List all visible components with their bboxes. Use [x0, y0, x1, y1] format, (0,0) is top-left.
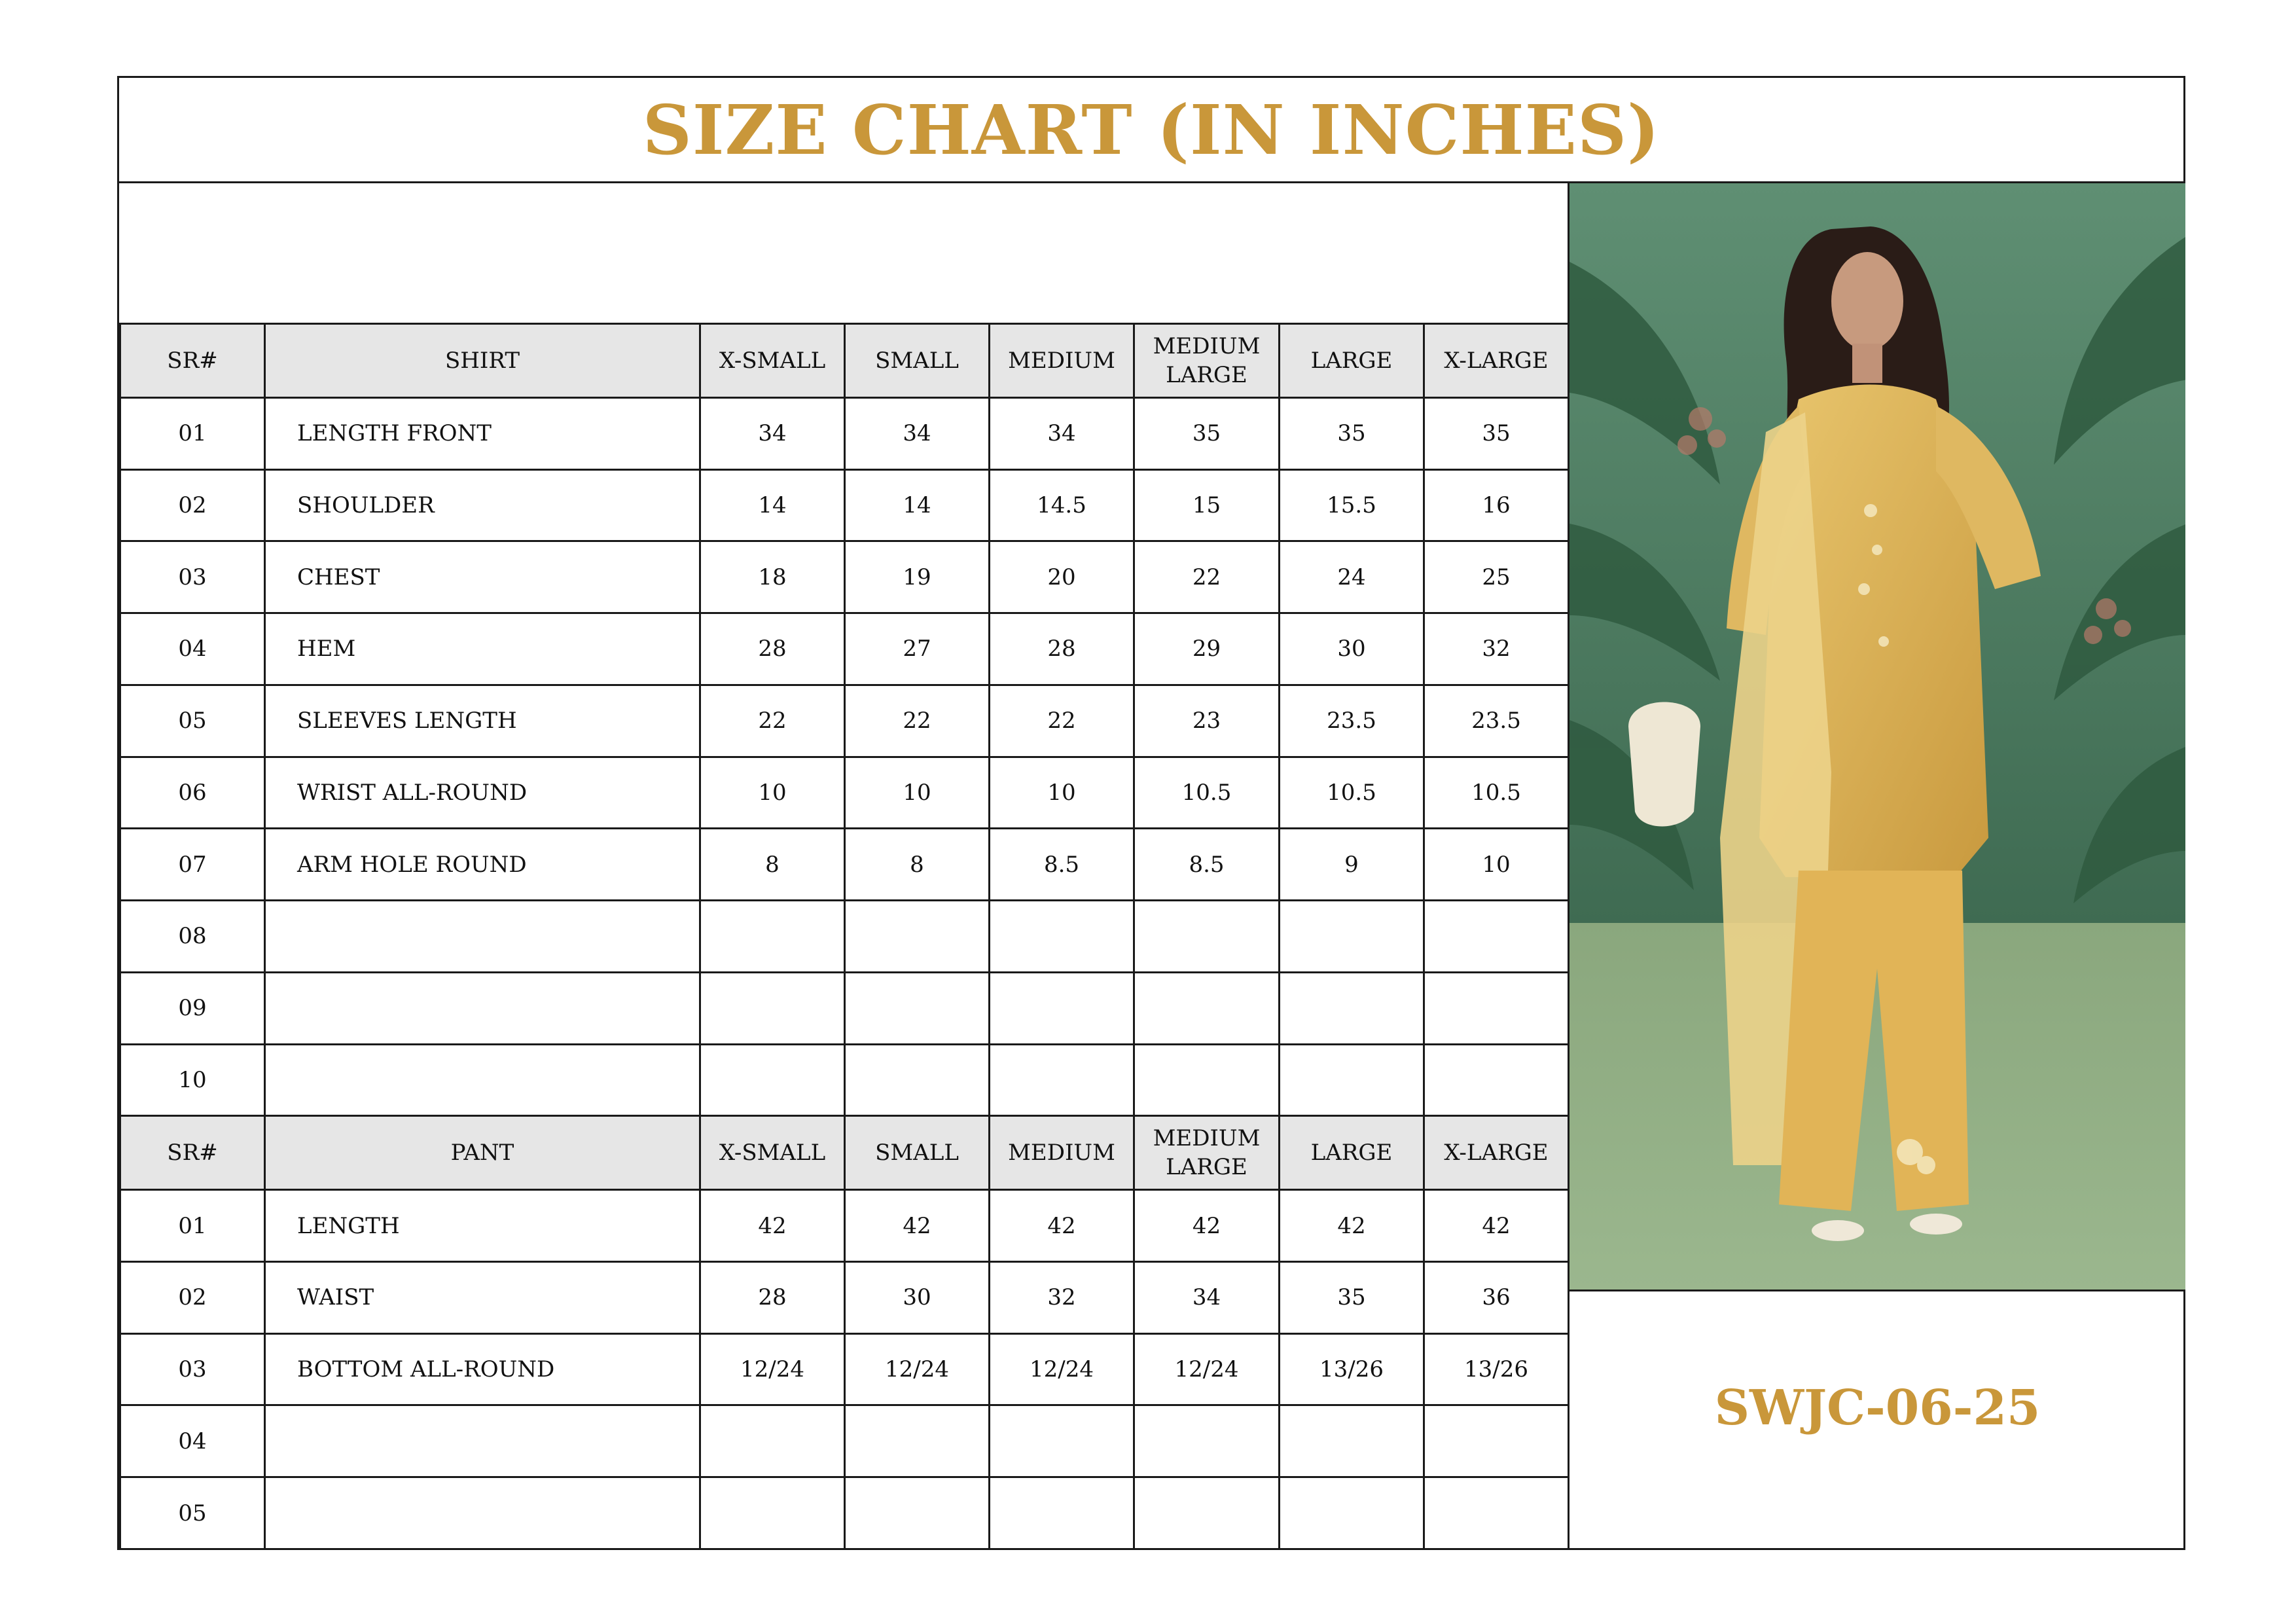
- size-table: [119, 323, 1570, 1550]
- value-cell: [1280, 901, 1424, 973]
- value-cell: [1424, 901, 1569, 973]
- value-cell: 34: [845, 397, 990, 469]
- value-cell: [990, 1405, 1134, 1477]
- value-cell: [845, 1477, 990, 1549]
- pant-heading-cell: PANT: [265, 1116, 700, 1190]
- value-cell: 42: [990, 1190, 1134, 1262]
- value-cell: [1134, 1477, 1280, 1549]
- table-row: [120, 1477, 1569, 1549]
- value-cell: 23.5: [1280, 685, 1424, 757]
- value-cell: [1424, 1405, 1569, 1477]
- sr-cell: 03: [120, 1333, 265, 1405]
- sr-cell: 02: [120, 1261, 265, 1333]
- value-cell: 34: [1134, 1261, 1280, 1333]
- value-cell: 27: [845, 613, 990, 685]
- value-cell: [1134, 1405, 1280, 1477]
- value-cell: 12/24: [1134, 1333, 1280, 1405]
- value-cell: [1134, 972, 1280, 1044]
- value-cell: 25: [1424, 541, 1569, 613]
- value-cell: 10.5: [1280, 757, 1424, 829]
- table-row: [120, 1190, 1569, 1262]
- value-cell: 22: [845, 685, 990, 757]
- value-cell: 8.5: [990, 829, 1134, 901]
- value-cell: 14.5: [990, 469, 1134, 541]
- size-header-x-large: X-LARGE: [1424, 1116, 1569, 1190]
- value-cell: 30: [1280, 613, 1424, 685]
- value-cell: 32: [990, 1261, 1134, 1333]
- value-cell: 35: [1424, 397, 1569, 469]
- table-row: [120, 397, 1569, 469]
- value-cell: 19: [845, 541, 990, 613]
- value-cell: [1280, 972, 1424, 1044]
- value-cell: 32: [1424, 613, 1569, 685]
- value-cell: [990, 901, 1134, 973]
- size-header-x-large: X-LARGE: [1424, 324, 1569, 398]
- value-cell: [990, 1044, 1134, 1116]
- value-cell: 13/26: [1424, 1333, 1569, 1405]
- value-cell: 18: [700, 541, 845, 613]
- table-row: [120, 829, 1569, 901]
- measurement-name-cell: LENGTH FRONT: [265, 397, 700, 469]
- value-cell: [990, 972, 1134, 1044]
- sr-cell: 03: [120, 541, 265, 613]
- value-cell: 12/24: [990, 1333, 1134, 1405]
- sr-cell: 01: [120, 397, 265, 469]
- value-cell: 20: [990, 541, 1134, 613]
- value-cell: 30: [845, 1261, 990, 1333]
- value-cell: 14: [845, 469, 990, 541]
- sr-cell: 02: [120, 469, 265, 541]
- size-header-medium: MEDIUM: [990, 324, 1134, 398]
- table-row: [120, 1261, 1569, 1333]
- value-cell: 8: [700, 829, 845, 901]
- sr-cell: 04: [120, 613, 265, 685]
- measurement-name-cell: [265, 901, 700, 973]
- value-cell: 15.5: [1280, 469, 1424, 541]
- sr-cell: 04: [120, 1405, 265, 1477]
- value-cell: 24: [1280, 541, 1424, 613]
- sr-cell: 07: [120, 829, 265, 901]
- size-header-x-small: X-SMALL: [700, 1116, 845, 1190]
- value-cell: [700, 1405, 845, 1477]
- size-header-x-small: X-SMALL: [700, 324, 845, 398]
- value-cell: 8.5: [1134, 829, 1280, 901]
- value-cell: 42: [845, 1190, 990, 1262]
- value-cell: 42: [1424, 1190, 1569, 1262]
- table-row: [120, 901, 1569, 973]
- size-header-medium-large: MEDIUM LARGE: [1134, 1116, 1280, 1190]
- value-cell: 28: [700, 613, 845, 685]
- value-cell: 8: [845, 829, 990, 901]
- value-cell: 35: [1134, 397, 1280, 469]
- page-title: SIZE CHART (IN INCHES): [642, 89, 1660, 170]
- measurement-name-cell: [265, 1477, 700, 1549]
- measurement-name-cell: SHOULDER: [265, 469, 700, 541]
- table-row: [120, 1405, 1569, 1477]
- table-row: [120, 541, 1569, 613]
- sr-header-cell: SR#: [120, 324, 265, 398]
- value-cell: 29: [1134, 613, 1280, 685]
- value-cell: 10.5: [1134, 757, 1280, 829]
- sr-cell: 08: [120, 901, 265, 973]
- value-cell: 22: [700, 685, 845, 757]
- sr-cell: 05: [120, 1477, 265, 1549]
- measurement-name-cell: [265, 972, 700, 1044]
- table-row: [120, 972, 1569, 1044]
- value-cell: [700, 972, 845, 1044]
- value-cell: [845, 1405, 990, 1477]
- value-cell: 36: [1424, 1261, 1569, 1333]
- shirt-heading-cell: SHIRT: [265, 324, 700, 398]
- sr-header-cell: SR#: [120, 1116, 265, 1190]
- value-cell: 28: [700, 1261, 845, 1333]
- measurement-name-cell: HEM: [265, 613, 700, 685]
- table-row: [120, 1044, 1569, 1116]
- value-cell: 16: [1424, 469, 1569, 541]
- value-cell: 10: [990, 757, 1134, 829]
- value-cell: [990, 1477, 1134, 1549]
- value-cell: [845, 1044, 990, 1116]
- measurement-name-cell: WRIST ALL-ROUND: [265, 757, 700, 829]
- value-cell: 42: [1280, 1190, 1424, 1262]
- value-cell: 28: [990, 613, 1134, 685]
- measurement-name-cell: ARM HOLE ROUND: [265, 829, 700, 901]
- value-cell: 23.5: [1424, 685, 1569, 757]
- table-row: [120, 757, 1569, 829]
- title-bar: [119, 78, 2183, 183]
- measurement-name-cell: BOTTOM ALL-ROUND: [265, 1333, 700, 1405]
- table-row: [120, 685, 1569, 757]
- sr-cell: 10: [120, 1044, 265, 1116]
- value-cell: [1424, 1044, 1569, 1116]
- value-cell: [1280, 1477, 1424, 1549]
- sr-cell: 06: [120, 757, 265, 829]
- size-header-large: LARGE: [1280, 1116, 1424, 1190]
- size-header-medium: MEDIUM: [990, 1116, 1134, 1190]
- value-cell: 42: [1134, 1190, 1280, 1262]
- size-header-small: SMALL: [845, 1116, 990, 1190]
- measurement-name-cell: CHEST: [265, 541, 700, 613]
- value-cell: 22: [990, 685, 1134, 757]
- value-cell: [1280, 1044, 1424, 1116]
- value-cell: [1424, 1477, 1569, 1549]
- model-photo: [1568, 183, 2185, 1290]
- shirt-header-row: [120, 324, 1569, 398]
- value-cell: 12/24: [700, 1333, 845, 1405]
- value-cell: 15: [1134, 469, 1280, 541]
- table-row: [120, 613, 1569, 685]
- measurement-name-cell: [265, 1044, 700, 1116]
- value-cell: 13/26: [1280, 1333, 1424, 1405]
- value-cell: 10: [845, 757, 990, 829]
- size-header-small: SMALL: [845, 324, 990, 398]
- sr-cell: 05: [120, 685, 265, 757]
- value-cell: 22: [1134, 541, 1280, 613]
- size-header-large: LARGE: [1280, 324, 1424, 398]
- value-cell: 10.5: [1424, 757, 1569, 829]
- value-cell: 35: [1280, 1261, 1424, 1333]
- value-cell: 34: [990, 397, 1134, 469]
- product-code: SWJC-06-25: [1714, 1380, 2041, 1436]
- value-cell: 42: [700, 1190, 845, 1262]
- value-cell: 10: [700, 757, 845, 829]
- value-cell: 12/24: [845, 1333, 990, 1405]
- value-cell: [700, 1477, 845, 1549]
- value-cell: [700, 1044, 845, 1116]
- pant-header-row: [120, 1116, 1569, 1190]
- value-cell: 35: [1280, 397, 1424, 469]
- value-cell: 14: [700, 469, 845, 541]
- value-cell: [700, 901, 845, 973]
- value-cell: 34: [700, 397, 845, 469]
- value-cell: [1424, 972, 1569, 1044]
- measurement-name-cell: [265, 1405, 700, 1477]
- value-cell: [1134, 1044, 1280, 1116]
- value-cell: [1280, 1405, 1424, 1477]
- measurement-name-cell: SLEEVES LENGTH: [265, 685, 700, 757]
- measurement-name-cell: WAIST: [265, 1261, 700, 1333]
- value-cell: [1134, 901, 1280, 973]
- table-row: [120, 469, 1569, 541]
- sr-cell: 01: [120, 1190, 265, 1262]
- size-header-medium-large: MEDIUM LARGE: [1134, 324, 1280, 398]
- value-cell: [845, 972, 990, 1044]
- size-chart-frame: [117, 76, 2185, 1550]
- sr-cell: 09: [120, 972, 265, 1044]
- product-code-box: [1568, 1290, 2185, 1550]
- blank-header-area: [119, 183, 1568, 323]
- value-cell: 23: [1134, 685, 1280, 757]
- value-cell: 10: [1424, 829, 1569, 901]
- value-cell: 9: [1280, 829, 1424, 901]
- table-row: [120, 1333, 1569, 1405]
- value-cell: [845, 901, 990, 973]
- measurement-name-cell: LENGTH: [265, 1190, 700, 1262]
